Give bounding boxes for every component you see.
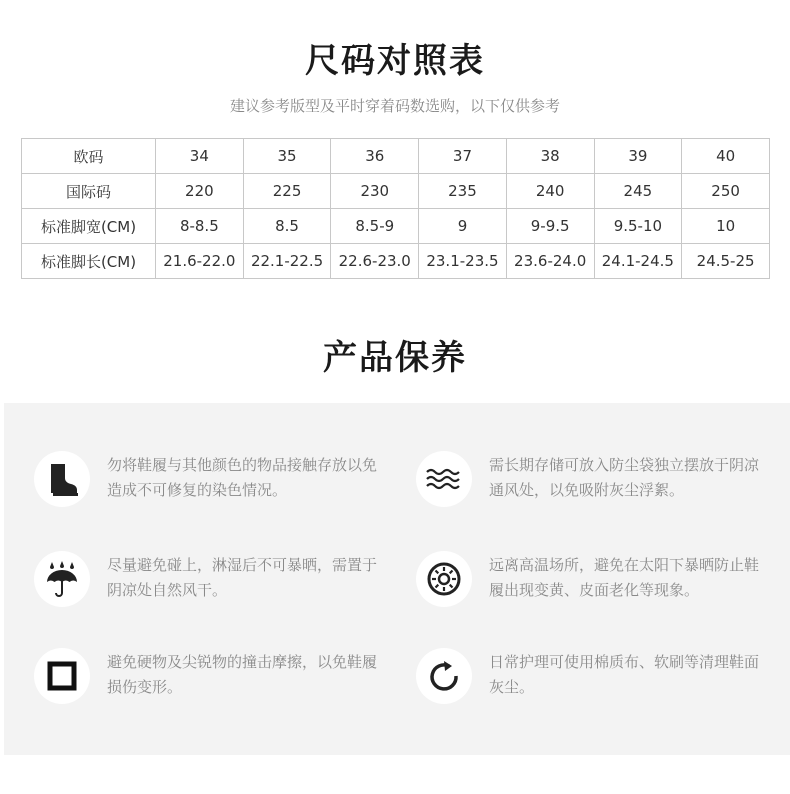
care-item-text: 尽量避免碰上，淋湿后不可暴晒，需置于阴凉处自然风干。 xyxy=(107,556,378,599)
table-row xyxy=(22,209,770,244)
table-cell: 245 xyxy=(594,174,682,209)
table-cell: 35 xyxy=(243,139,331,174)
table-cell: 39 xyxy=(594,139,682,174)
umbrella-rain-icon xyxy=(34,551,90,607)
table-cell: 23.1-23.5 xyxy=(419,244,507,279)
table-row xyxy=(22,244,770,279)
size-chart-table xyxy=(21,138,770,279)
square-icon xyxy=(34,648,90,704)
row-label: 标准脚长(CM) xyxy=(22,244,156,279)
boot-icon xyxy=(34,451,90,507)
table-cell: 24.5-25 xyxy=(682,244,770,279)
waves-icon xyxy=(416,451,472,507)
table-cell: 235 xyxy=(419,174,507,209)
table-cell: 9.5-10 xyxy=(594,209,682,244)
care-item xyxy=(416,648,759,704)
care-item-text: 需长期存储可放入防尘袋独立摆放于阴凉通风处，以免吸附灰尘浮絮。 xyxy=(489,456,760,499)
row-label: 欧码 xyxy=(22,139,156,174)
table-cell: 21.6-22.0 xyxy=(156,244,244,279)
table-cell: 250 xyxy=(682,174,770,209)
care-item-text: 勿将鞋履与其他颜色的物品接触存放以免造成不可修复的染色情况。 xyxy=(107,456,378,499)
table-cell: 38 xyxy=(506,139,594,174)
table-cell: 23.6-24.0 xyxy=(506,244,594,279)
table-cell: 8.5 xyxy=(243,209,331,244)
row-label: 标准脚宽(CM) xyxy=(22,209,156,244)
table-cell: 22.6-23.0 xyxy=(331,244,419,279)
table-row xyxy=(22,174,770,209)
table-cell: 37 xyxy=(419,139,507,174)
table-cell: 24.1-24.5 xyxy=(594,244,682,279)
row-label: 国际码 xyxy=(22,174,156,209)
table-cell: 230 xyxy=(331,174,419,209)
care-item xyxy=(34,648,377,704)
size-chart-title: 尺码对照表 xyxy=(305,41,485,81)
table-cell: 22.1-22.5 xyxy=(243,244,331,279)
table-cell: 220 xyxy=(156,174,244,209)
table-cell: 40 xyxy=(682,139,770,174)
table-cell: 240 xyxy=(506,174,594,209)
table-cell: 34 xyxy=(156,139,244,174)
sun-icon xyxy=(416,551,472,607)
care-item xyxy=(34,551,377,607)
care-title: 产品保养 xyxy=(323,338,467,378)
refresh-icon xyxy=(416,648,472,704)
table-cell: 8-8.5 xyxy=(156,209,244,244)
table-cell: 10 xyxy=(682,209,770,244)
table-cell: 9 xyxy=(419,209,507,244)
table-cell: 225 xyxy=(243,174,331,209)
table-cell: 9-9.5 xyxy=(506,209,594,244)
size-chart-subtitle: 建议参考版型及平时穿着码数选购，以下仅供参考 xyxy=(229,97,560,115)
care-item-text: 远离高温场所，避免在太阳下暴晒防止鞋履出现变黄、皮面老化等现象。 xyxy=(489,556,760,599)
care-item xyxy=(34,451,377,507)
care-item-text: 日常护理可使用棉质布、软刷等清理鞋面灰尘。 xyxy=(489,653,760,696)
table-row xyxy=(22,139,770,174)
care-item-text: 避免硬物及尖锐物的撞击摩擦，以免鞋履损伤变形。 xyxy=(107,653,378,696)
table-cell: 36 xyxy=(331,139,419,174)
table-cell: 8.5-9 xyxy=(331,209,419,244)
care-item xyxy=(416,551,759,607)
care-panel xyxy=(4,403,790,755)
care-item xyxy=(416,451,759,507)
